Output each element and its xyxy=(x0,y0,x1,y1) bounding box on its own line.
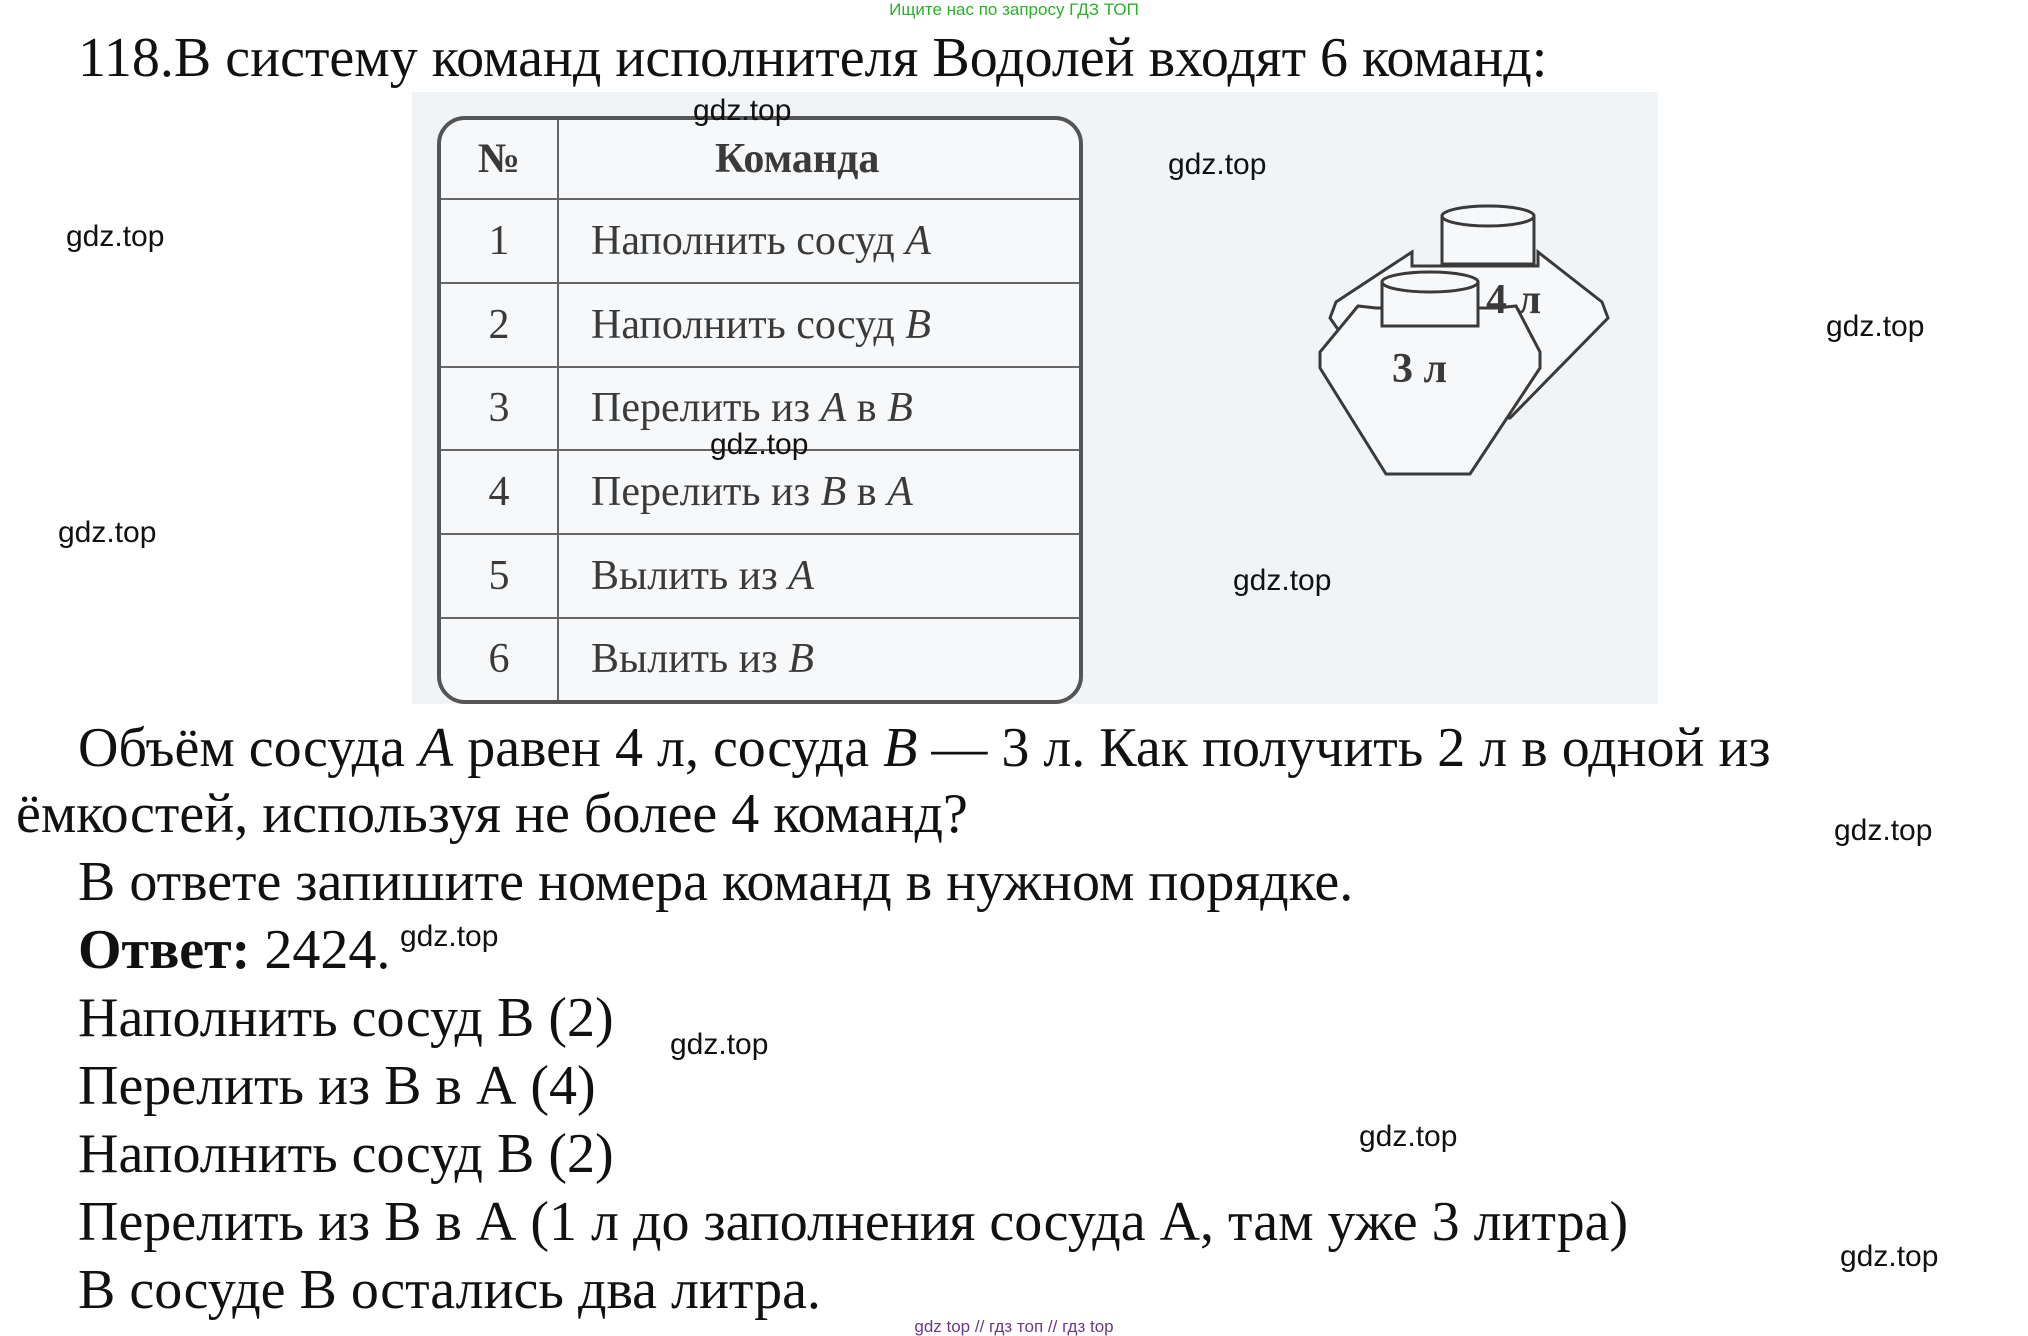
watermark: gdz.top xyxy=(1359,1120,1458,1153)
watermark: gdz.top xyxy=(1233,564,1332,597)
vessel-b-lid xyxy=(1382,272,1478,292)
watermark: gdz.top xyxy=(670,1028,769,1061)
vessel-b-label: 3 л xyxy=(1392,346,1448,392)
answer-step: Перелить из В в А (4) xyxy=(78,1055,596,1117)
commands-table xyxy=(437,116,1083,704)
answer-label: Ответ: xyxy=(78,919,251,981)
watermark: gdz.top xyxy=(1834,814,1933,847)
header-number: № xyxy=(441,120,558,199)
watermark: gdz.top xyxy=(400,920,499,953)
footer-link[interactable]: gdz top xyxy=(914,1317,971,1336)
watermark: gdz.top xyxy=(1168,148,1267,181)
table-row xyxy=(441,450,1079,534)
row-command: Наполнить сосуд B xyxy=(558,283,1079,367)
footer-separator: // xyxy=(974,1317,985,1336)
search-banner: Ищите нас по запросу ГДЗ ТОП xyxy=(889,0,1139,19)
row-command: Вылить из A xyxy=(558,534,1079,618)
answer-step: Перелить из В в А (1 л до заполнения сосуда А, там уже 3 литра) xyxy=(78,1191,1629,1253)
vessel-a-label: 4 л xyxy=(1486,277,1542,323)
footer-separator: // xyxy=(1047,1317,1058,1336)
watermark: gdz.top xyxy=(710,428,809,461)
answer-step: Наполнить сосуд В (2) xyxy=(78,1123,614,1185)
row-number: 5 xyxy=(441,534,558,618)
row-command: Перелить из A в B xyxy=(558,367,1079,451)
question-line-3: В ответе запишите номера команд в нужном порядке. xyxy=(78,851,1354,913)
answer-step: Наполнить сосуд В (2) xyxy=(78,987,614,1049)
watermark: gdz.top xyxy=(58,516,157,549)
table-row xyxy=(441,618,1079,700)
row-command: Перелить из B в A xyxy=(558,450,1079,534)
question-line-1: Объём сосуда A равен 4 л, сосуда B — 3 л. Как получить 2 л в одной из xyxy=(78,717,1771,779)
row-number: 4 xyxy=(441,450,558,534)
answer-conclusion: В сосуде В остались два литра. xyxy=(78,1259,821,1321)
table-row xyxy=(441,283,1079,367)
table-row xyxy=(441,199,1079,283)
table-header-row xyxy=(441,120,1079,199)
task-title: 118.В систему команд исполнителя Водолей входят 6 команд: xyxy=(78,27,1548,89)
question-line-2: ёмкостей, используя не более 4 команд? xyxy=(16,783,968,845)
row-number: 2 xyxy=(441,283,558,367)
watermark: gdz.top xyxy=(1826,310,1925,343)
footer-link[interactable]: гдз top xyxy=(1062,1317,1114,1336)
row-number: 6 xyxy=(441,618,558,700)
header-command: Команда xyxy=(558,120,1079,199)
row-number: 1 xyxy=(441,199,558,283)
row-command: Вылить из B xyxy=(558,618,1079,700)
answer-line xyxy=(78,919,391,981)
footer-link[interactable]: гдз топ xyxy=(989,1317,1044,1336)
vessel-a-lid xyxy=(1442,206,1534,226)
row-command: Наполнить сосуд A xyxy=(558,199,1079,283)
watermark: gdz.top xyxy=(66,220,165,253)
table-row xyxy=(441,534,1079,618)
row-number: 3 xyxy=(441,367,558,451)
watermark: gdz.top xyxy=(1840,1240,1939,1273)
watermark: gdz.top xyxy=(693,94,792,127)
answer-value: 2424. xyxy=(250,919,391,981)
vessels-illustration xyxy=(1300,200,1630,490)
